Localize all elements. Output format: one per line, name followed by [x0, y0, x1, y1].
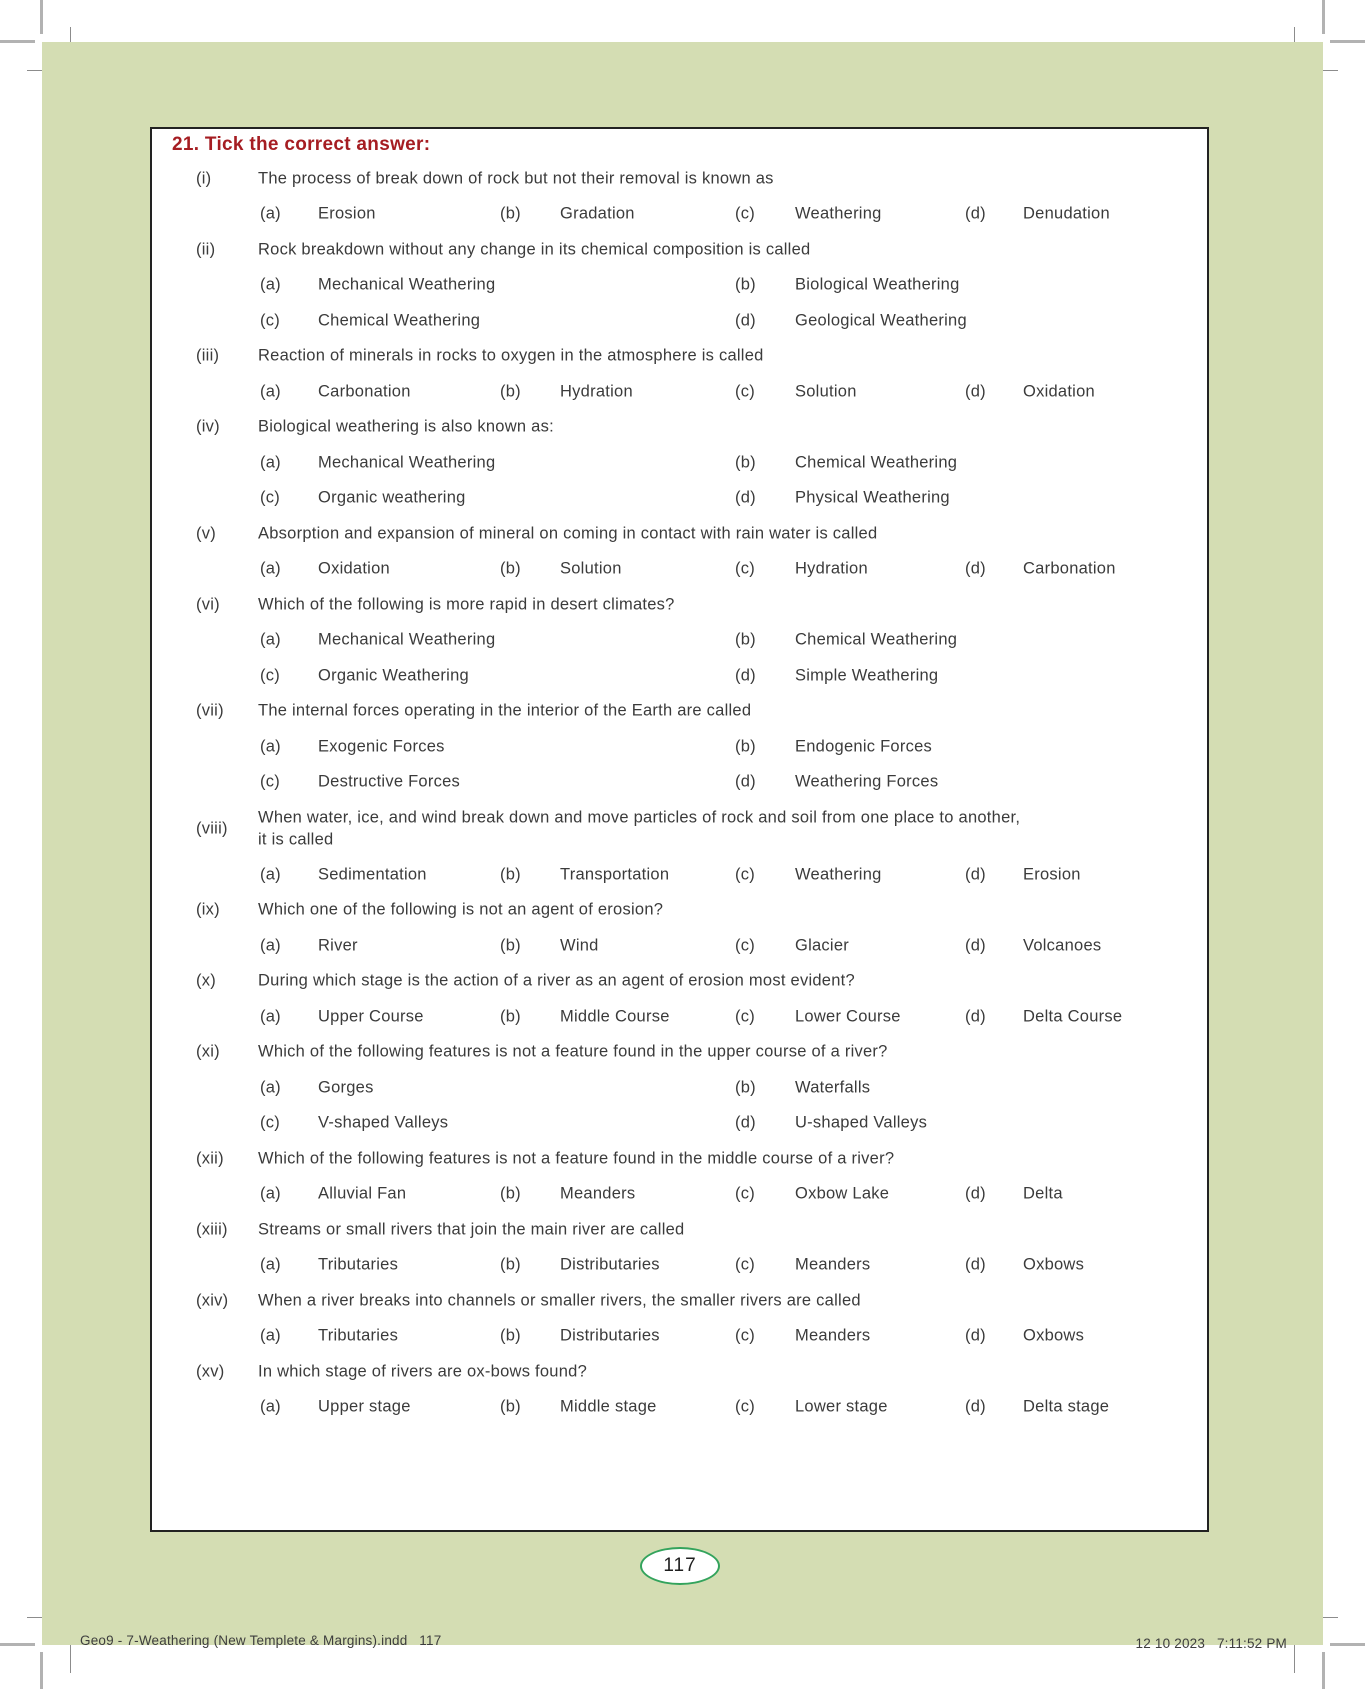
- question-text: The internal forces operating in the interior of the Earth are called: [258, 701, 752, 720]
- option-text: Alluvial Fan: [318, 1184, 407, 1203]
- option-text: Organic weathering: [318, 488, 466, 507]
- option-label: (c): [260, 311, 280, 330]
- option-label: (d): [735, 488, 756, 507]
- option-label: (c): [260, 488, 280, 507]
- option-label: (d): [965, 204, 986, 223]
- option-label: (a): [260, 737, 281, 756]
- exercise-title: 21. Tick the correct answer:: [172, 134, 431, 155]
- question-row: [152, 1212, 1207, 1248]
- option-label: (c): [735, 1007, 755, 1026]
- question-row: [152, 964, 1207, 1000]
- question-row: [152, 1141, 1207, 1177]
- option-label: (a): [260, 865, 281, 884]
- question-number: (xi): [196, 1042, 220, 1061]
- question-text: Reaction of minerals in rocks to oxygen in the atmosphere is called: [258, 346, 764, 365]
- question-row: [152, 893, 1207, 929]
- question-list: [152, 161, 1207, 1425]
- footer-timestamp: 12 10 2023 7:11:52 PM: [1135, 1636, 1287, 1651]
- options-row: [152, 445, 1207, 481]
- crop-mark: [0, 40, 35, 43]
- option-text: Mechanical Weathering: [318, 630, 496, 649]
- question-number: (i): [196, 169, 212, 188]
- question-row: [152, 410, 1207, 446]
- option-text: Weathering: [795, 865, 882, 884]
- question-text: When a river breaks into channels or smaller rivers, the smaller rivers are called: [258, 1291, 861, 1310]
- option-label: (d): [965, 936, 986, 955]
- option-text: Sedimentation: [318, 865, 427, 884]
- option-label: (d): [965, 1397, 986, 1416]
- question-row: [152, 516, 1207, 552]
- option-label: (a): [260, 1326, 281, 1345]
- option-text: Meanders: [795, 1255, 871, 1274]
- option-label: (c): [735, 1326, 755, 1345]
- option-text: Middle stage: [560, 1397, 657, 1416]
- crop-mark: [1322, 1652, 1325, 1689]
- option-text: Denudation: [1023, 204, 1110, 223]
- options-row: [152, 765, 1207, 801]
- option-label: (b): [735, 630, 756, 649]
- options-row: [152, 268, 1207, 304]
- question-number: (vii): [196, 701, 224, 720]
- option-label: (c): [260, 1113, 280, 1132]
- option-label: (d): [735, 311, 756, 330]
- option-label: (b): [500, 1326, 521, 1345]
- option-label: (a): [260, 204, 281, 223]
- option-text: Glacier: [795, 936, 850, 955]
- question-text: Streams or small rivers that join the main river are called: [258, 1220, 685, 1239]
- options-row: [152, 374, 1207, 410]
- option-text: Delta: [1023, 1184, 1063, 1203]
- option-text: Meanders: [560, 1184, 636, 1203]
- option-label: (a): [260, 382, 281, 401]
- options-row: [152, 1106, 1207, 1142]
- option-label: (b): [500, 1255, 521, 1274]
- question-text: Which one of the following is not an agent of erosion?: [258, 900, 664, 919]
- options-row: [152, 1319, 1207, 1355]
- option-text: Oxbows: [1023, 1255, 1085, 1274]
- option-text: Solution: [795, 382, 857, 401]
- question-row: [152, 587, 1207, 623]
- option-text: V-shaped Valleys: [318, 1113, 449, 1132]
- option-label: (c): [260, 666, 280, 685]
- option-text: Upper Course: [318, 1007, 424, 1026]
- option-label: (b): [500, 936, 521, 955]
- question-row: [152, 1035, 1207, 1071]
- option-text: Distributaries: [560, 1326, 660, 1345]
- crop-mark: [0, 1643, 35, 1646]
- option-label: (d): [965, 865, 986, 884]
- option-text: Endogenic Forces: [795, 737, 932, 756]
- page-number: 117: [663, 1555, 697, 1576]
- option-label: (a): [260, 630, 281, 649]
- option-label: (d): [735, 1113, 756, 1132]
- option-text: U-shaped Valleys: [795, 1113, 928, 1132]
- question-text: Absorption and expansion of mineral on coming in contact with rain water is called: [258, 524, 878, 543]
- option-label: (d): [965, 1184, 986, 1203]
- option-text: Distributaries: [560, 1255, 660, 1274]
- crop-mark: [1330, 40, 1365, 43]
- option-text: Mechanical Weathering: [318, 453, 496, 472]
- option-label: (c): [735, 204, 755, 223]
- footer-filename: Geo9 - 7-Weathering (New Templete & Margins).indd 117: [80, 1633, 442, 1648]
- option-text: Erosion: [318, 204, 376, 223]
- question-number: (xiv): [196, 1291, 229, 1310]
- option-text: Tributaries: [318, 1255, 399, 1274]
- option-label: (a): [260, 1397, 281, 1416]
- question-number: (xv): [196, 1362, 225, 1381]
- option-label: (b): [500, 865, 521, 884]
- option-text: Carbonation: [1023, 559, 1116, 578]
- question-text: Which of the following is more rapid in desert climates?: [258, 595, 675, 614]
- option-label: (c): [735, 559, 755, 578]
- question-number: (v): [196, 524, 216, 543]
- option-label: (c): [735, 1255, 755, 1274]
- options-row: [152, 1070, 1207, 1106]
- option-text: Volcanoes: [1023, 936, 1102, 955]
- question-number: (xii): [196, 1149, 224, 1168]
- options-row: [152, 1248, 1207, 1284]
- option-text: Solution: [560, 559, 622, 578]
- option-label: (b): [500, 1184, 521, 1203]
- option-text: Chemical Weathering: [318, 311, 481, 330]
- option-text: Geological Weathering: [795, 311, 967, 330]
- option-text: Wind: [560, 936, 599, 955]
- option-text: Weathering: [795, 204, 882, 223]
- option-label: (d): [965, 382, 986, 401]
- question-text: Rock breakdown without any change in its chemical composition is called: [258, 240, 811, 259]
- options-row: [152, 481, 1207, 517]
- option-text: Meanders: [795, 1326, 871, 1345]
- options-row: [152, 1390, 1207, 1426]
- options-row: [152, 857, 1207, 893]
- option-label: (c): [735, 865, 755, 884]
- option-text: Physical Weathering: [795, 488, 950, 507]
- options-row: [152, 303, 1207, 339]
- option-text: Oxbow Lake: [795, 1184, 890, 1203]
- option-text: Lower stage: [795, 1397, 888, 1416]
- option-label: (c): [260, 772, 280, 791]
- options-row: [152, 658, 1207, 694]
- page-number-badge: [640, 1547, 720, 1585]
- question-text-line: When water, ice, and wind break down and move particles of rock and soil from one place to another,: [258, 808, 1021, 826]
- options-row: [152, 623, 1207, 659]
- options-row: [152, 552, 1207, 588]
- question-text-line: it is called: [258, 830, 334, 849]
- option-label: (b): [735, 453, 756, 472]
- question-row: [152, 232, 1207, 268]
- option-label: (d): [965, 1255, 986, 1274]
- option-text: Transportation: [560, 865, 670, 884]
- option-text: Carbonation: [318, 382, 411, 401]
- option-text: River: [318, 936, 358, 955]
- option-label: (a): [260, 453, 281, 472]
- question-number: (ii): [196, 240, 216, 259]
- question-row: [152, 694, 1207, 730]
- option-label: (d): [965, 559, 986, 578]
- option-text: Waterfalls: [795, 1078, 871, 1097]
- option-label: (b): [500, 1397, 521, 1416]
- option-text: Middle Course: [560, 1007, 670, 1026]
- option-label: (c): [735, 382, 755, 401]
- question-text: Which of the following features is not a feature found in the upper course of a river?: [258, 1042, 888, 1061]
- question-row: [152, 1354, 1207, 1390]
- question-text: During which stage is the action of a river as an agent of erosion most evident?: [258, 971, 855, 990]
- option-text: Biological Weathering: [795, 275, 960, 294]
- crop-mark: [40, 0, 43, 34]
- option-text: Lower Course: [795, 1007, 901, 1026]
- exercise-box: [150, 127, 1209, 1532]
- question-number: (iii): [196, 346, 220, 365]
- option-text: Destructive Forces: [318, 772, 461, 791]
- question-number: (xiii): [196, 1220, 228, 1239]
- question-number: (viii): [196, 819, 228, 837]
- option-label: (b): [735, 1078, 756, 1097]
- option-label: (c): [735, 1184, 755, 1203]
- option-text: Gradation: [560, 204, 635, 223]
- options-row: [152, 197, 1207, 233]
- option-label: (d): [965, 1326, 986, 1345]
- option-label: (c): [735, 936, 755, 955]
- option-text: Organic Weathering: [318, 666, 469, 685]
- option-label: (a): [260, 1007, 281, 1026]
- question-text: [258, 806, 1193, 851]
- question-text: In which stage of rivers are ox-bows found?: [258, 1362, 587, 1381]
- option-text: Chemical Weathering: [795, 630, 958, 649]
- option-label: (d): [735, 666, 756, 685]
- option-text: Gorges: [318, 1078, 374, 1097]
- option-label: (a): [260, 936, 281, 955]
- option-text: Chemical Weathering: [795, 453, 958, 472]
- question-text: The process of break down of rock but not their removal is known as: [258, 169, 774, 188]
- question-text: Which of the following features is not a feature found in the middle course of a river?: [258, 1149, 895, 1168]
- option-text: Mechanical Weathering: [318, 275, 496, 294]
- crop-mark: [40, 1652, 43, 1689]
- option-label: (b): [500, 559, 521, 578]
- crop-mark: [1330, 1643, 1365, 1646]
- option-text: Oxidation: [1023, 382, 1095, 401]
- question-number: (vi): [196, 595, 220, 614]
- option-label: (b): [500, 204, 521, 223]
- option-text: Exogenic Forces: [318, 737, 445, 756]
- options-row: [152, 1177, 1207, 1213]
- question-row: [152, 339, 1207, 375]
- question-row: [152, 161, 1207, 197]
- option-text: Hydration: [560, 382, 633, 401]
- option-label: (a): [260, 1255, 281, 1274]
- option-text: Simple Weathering: [795, 666, 939, 685]
- option-text: Delta stage: [1023, 1397, 1110, 1416]
- option-label: (a): [260, 1078, 281, 1097]
- question-row: [152, 800, 1207, 857]
- option-text: Erosion: [1023, 865, 1081, 884]
- option-text: Upper stage: [318, 1397, 411, 1416]
- option-label: (a): [260, 559, 281, 578]
- question-row: [152, 1283, 1207, 1319]
- option-label: (d): [735, 772, 756, 791]
- option-label: (b): [500, 382, 521, 401]
- question-number: (x): [196, 971, 216, 990]
- options-row: [152, 999, 1207, 1035]
- option-label: (a): [260, 275, 281, 294]
- option-text: Weathering Forces: [795, 772, 939, 791]
- option-text: Tributaries: [318, 1326, 399, 1345]
- option-label: (b): [735, 737, 756, 756]
- question-text: Biological weathering is also known as:: [258, 417, 554, 436]
- option-label: (b): [500, 1007, 521, 1026]
- options-row: [152, 928, 1207, 964]
- options-row: [152, 729, 1207, 765]
- option-text: Oxidation: [318, 559, 390, 578]
- option-text: Oxbows: [1023, 1326, 1085, 1345]
- crop-mark: [1322, 0, 1325, 34]
- option-label: (d): [965, 1007, 986, 1026]
- question-number: (ix): [196, 900, 220, 919]
- option-text: Delta Course: [1023, 1007, 1123, 1026]
- option-label: (b): [735, 275, 756, 294]
- option-label: (c): [735, 1397, 755, 1416]
- option-text: Hydration: [795, 559, 868, 578]
- question-number: (iv): [196, 417, 220, 436]
- option-label: (a): [260, 1184, 281, 1203]
